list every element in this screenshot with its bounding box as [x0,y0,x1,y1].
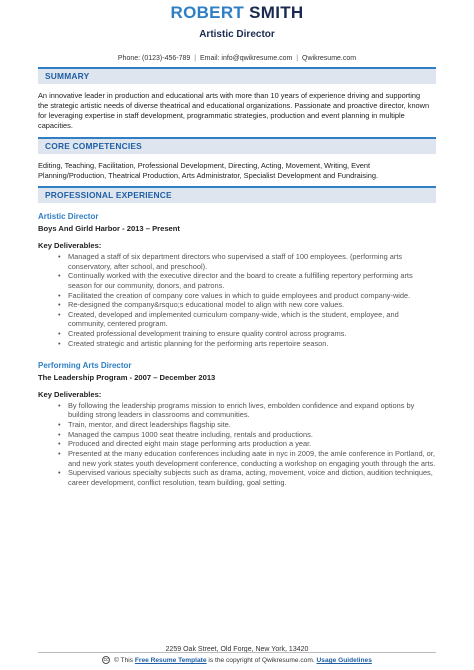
contact-line: Phone: (0123)-456-789 | Email: info@qwikresume.com | Qwikresume.com [117,54,357,62]
job-title: Artistic Director [38,212,99,222]
last-name: SMITH [249,3,304,22]
footer-middle: is the copyright of Qwikresume.com. [208,656,315,664]
usage-guidelines-link[interactable]: Usage Guidelines [316,656,372,664]
contact-email: Email: info@qwikresume.com [200,54,293,62]
job-entry [38,361,436,487]
deliverable-item: • By following the leadership programs mission to enrich lives, embolden confidence and expand options by building strong leaders in classrooms and communities. [38,401,436,420]
deliverable-item: • Supervised various specialty subjects such as drama, acting, movement, voice and diction, audition techniques, career development, conflict resolution, team building, goal setting. [38,468,436,487]
deliverables-list [38,252,436,348]
contact-phone: Phone: (0123)-456-789 [117,54,191,62]
job-entry [38,212,436,348]
copyright-icon: cc [103,657,109,663]
deliverables-label: Key Deliverables: [38,241,102,251]
job-company: The Leadership Program - 2007 – December 2013 [38,372,216,382]
deliverables-list [38,401,436,488]
deliverable-item: • Produced and directed eight main stage performing arts production a year. [38,439,436,449]
deliverable-item: • Created professional development training to ensure quality control across programs. [38,329,436,339]
candidate-title: Artistic Director [199,28,275,40]
free-resume-template-link[interactable]: Free Resume Template [134,656,207,664]
deliverable-item: • Managed a staff of six department directors who supervised a staff of 100 employees. (performing arts conservatory, after school, and preschool). [38,252,436,271]
deliverable-item: • Created, developed and implemented curriculum company-wide, which is the student, employee, and community, centered program. [38,310,436,329]
deliverable-item: • Managed the campus 1000 seat theatre including, rentals and productions. [38,430,436,440]
footer-prefix: © This [113,656,133,664]
candidate-name [38,0,436,23]
summary-heading: SUMMARY [38,67,436,84]
competencies-text: Editing, Teaching, Facilitation, Professional Development, Directing, Acting, Movement, Writing, Event Planning/Production, Theatrical Production, Arts Administrator, Specialist Development and Fundraising. [38,160,379,180]
deliverable-item: • Created strategic and artistic planning for the performing arts repertoire season. [38,339,436,349]
deliverable-item: • Presented at the many education conferences including aate in nyc in 2009, the amle conference in Portland, or, and new york states youth development conference, conducting a workshop on engaging youth through the arts. [38,449,436,468]
experience-heading: PROFESSIONAL EXPERIENCE [38,186,436,203]
job-company: Boys And Girld Harbor - 2013 – Present [38,224,180,233]
first-name: ROBERT [170,3,245,22]
footer-address: 2259 Oak Street, Old Forge, New York, 13420 [165,646,309,653]
deliverable-item: • Re-designed the company&rsquo;s educational model to align with new core values. [38,300,436,310]
footer-divider [38,652,436,653]
deliverable-item: • Train, mentor, and direct leaderships flagship site. [38,420,436,430]
competencies-heading: CORE COMPETENCIES [38,137,436,154]
deliverable-item: • Facilitated the creation of company core values in which to guide employees and product company-wide. [38,291,436,301]
summary-text: An innovative leader in production and educational arts with more than 10 years of experience driving and supporting the strategic artistic needs of diverse theatrical and educational organizations. Passionate and proactive director, known for leveraging expertise in staff development, programmatic strategies, production and event planning in multiple capacities. [38,91,430,130]
deliverable-item: • Continually worked with the executive director and the board to create a fulfilling repertory performing arts season for our community, donors, and patrons. [38,271,436,290]
job-title: Performing Arts Director [38,361,132,371]
footer-copyright [0,656,474,665]
deliverables-label: Key Deliverables: [38,389,102,399]
contact-website: Qwikresume.com [302,54,357,62]
